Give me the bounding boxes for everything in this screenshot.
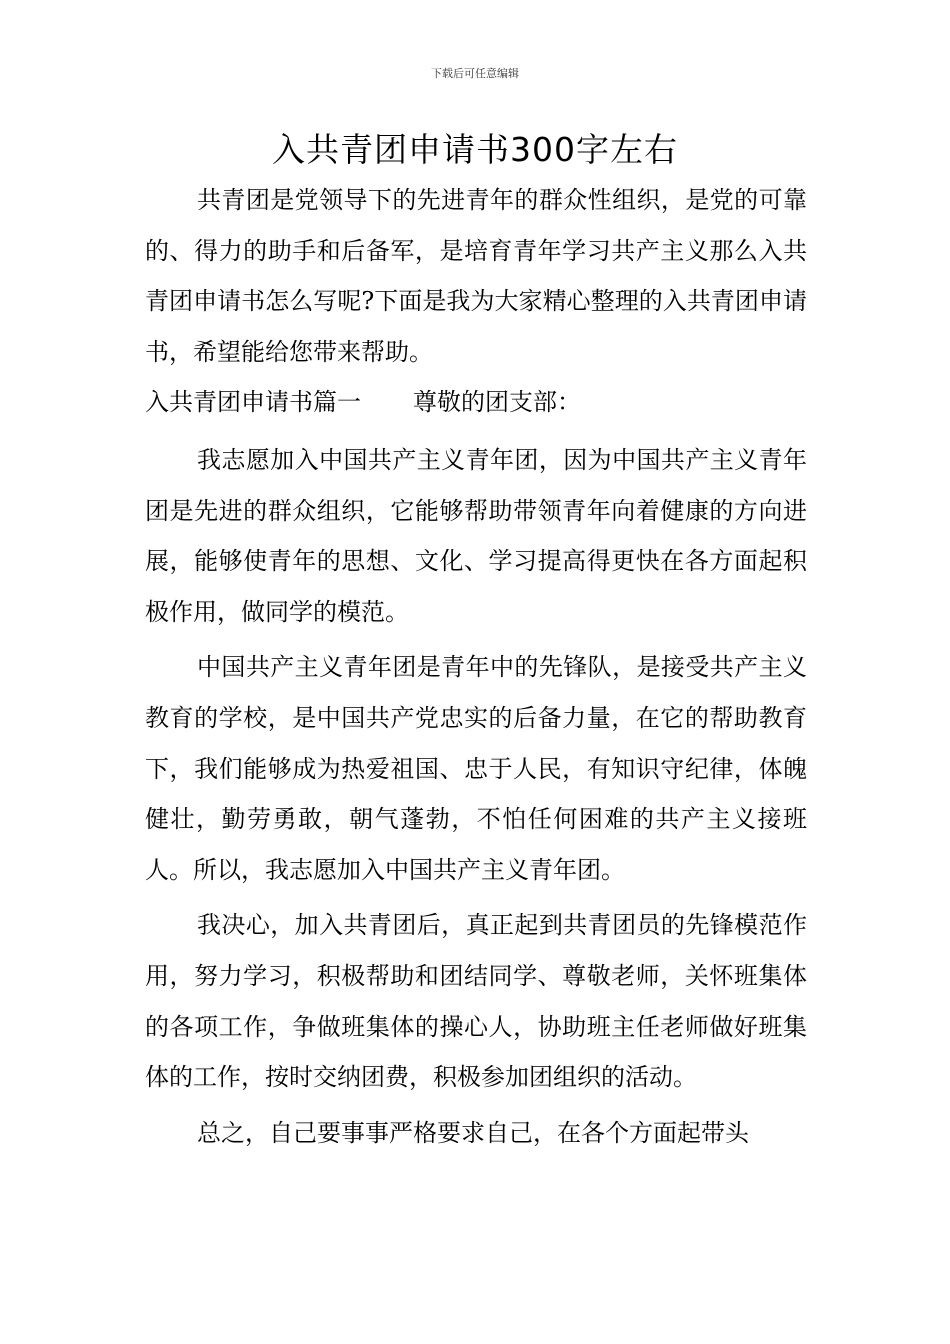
body-paragraph-2: 中国共产主义青年团是青年中的先锋队，是接受共产主义教育的学校，是中国共产党忠实的后备力量，在它的帮助教育下，我们能够成为热爱祖国、忠于人民，有知识守纪律，体魄健壮，勤劳勇敢，朝气蓬勃，不怕任何困难的共产主义接班人。所以，我志愿加入中国共产主义青年团。 [145,653,807,884]
body-paragraph-3: 我决心，加入共青团后，真正起到共青团员的先锋模范作用，努力学习，积极帮助和团结同学、尊敬老师，关怀班集体的各项工作，争做班集体的操心人，协助班主任老师做好班集体的工作，按时交纳团费，积极参加团组织的活动。 [145,911,807,1092]
intro-paragraph: 共青团是党领导下的先进青年的群众性组织，是党的可靠的、得力的助手和后备军，是培育青年学习共产主义那么入共青团申请书怎么写呢?下面是我为大家精心整理的入共青团申请书，希望能给您带来帮助。 [145,186,807,366]
document-body [145,175,807,1158]
section-title: 入共青团申请书篇一 [145,388,361,417]
header-note: 下载后可任意编辑 [431,67,519,80]
body-paragraph-1: 我志愿加入中国共产主义青年团，因为中国共产主义青年团是先进的群众组织，它能够帮助带领青年向着健康的方向进展，能够使青年的思想、文化、学习提高得更快在各方面起积极作用，做同学的模范。 [145,445,807,626]
section-heading-line [145,377,807,428]
body-paragraph-4: 总之，自己要事事严格要求自己，在各个方面起带头 [197,1118,749,1147]
document-title: 入共青团申请书300字左右 [272,130,678,169]
salutation: 尊敬的团支部： [413,388,581,417]
